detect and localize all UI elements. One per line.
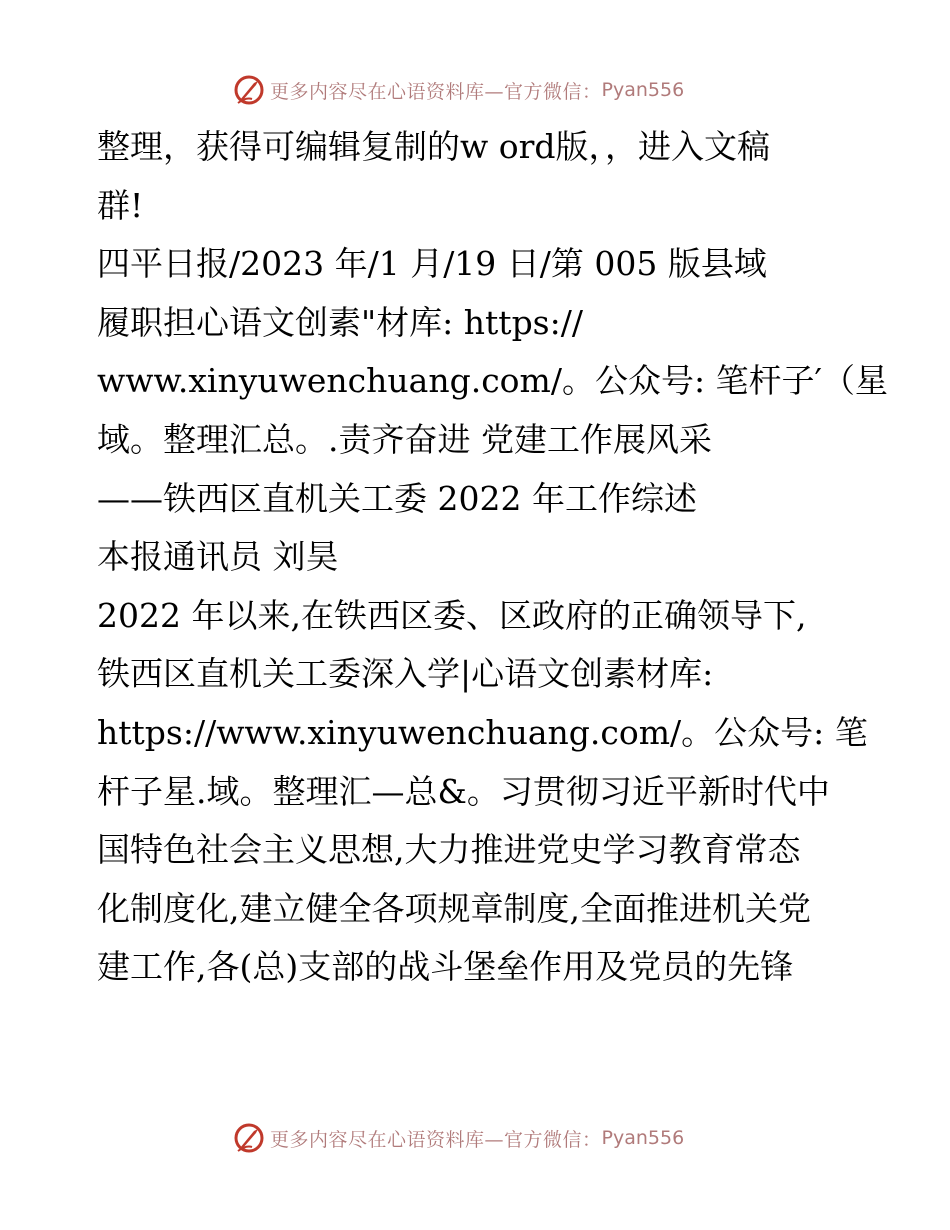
watermark-text: 更多内容尽在心语资料库—官方微信：: [270, 80, 602, 103]
text-line: 国特色社会主义思想,大力推进党史学习教育常态: [97, 830, 801, 870]
watermark-wechat-id: Pyan556: [601, 79, 685, 101]
text-line: www.xinyuwenchuang.com/。公众号: 笔杆子′（星: [97, 361, 889, 401]
article-body: [97, 118, 889, 997]
text-line: 群!: [97, 185, 144, 225]
watermark-text: 更多内容尽在心语资料库—官方微信：: [270, 1128, 602, 1151]
text-line: 建工作,各(总)支部的战斗堡垒作用及党员的先锋: [97, 947, 794, 987]
source-line: 四平日报/2023 年/1 月/19 日/第 005 版县域: [97, 244, 767, 284]
footer-watermark: [0, 1118, 950, 1158]
text-line: https://www.xinyuwenchuang.com/。公众号: 笔: [97, 712, 868, 752]
text-line: 整理，获得可编辑复制的w ord版，，进入文稿: [97, 127, 771, 166]
article-subtitle: ——铁西区直机关工委 2022 年工作综述: [97, 478, 697, 518]
quill-logo-icon: [232, 1121, 266, 1155]
text-line: 履职担心语文创素"材库: https://: [97, 302, 583, 342]
article-title: 域。整理汇总。.责齐奋进 党建工作展风采: [97, 419, 712, 459]
header-watermark: [0, 70, 950, 110]
text-line: 2022 年以来,在铁西区委、区政府的正确领导下,: [97, 595, 807, 635]
watermark-wechat-id: Pyan556: [601, 1127, 685, 1149]
text-line: 化制度化,建立健全各项规章制度,全面推进机关党: [97, 888, 811, 928]
byline: 本报通讯员 刘昊: [97, 537, 339, 577]
quill-logo-icon: [232, 73, 266, 107]
text-line: 铁西区直机关工委深入学|心语文创素材库:: [97, 654, 714, 694]
text-line: 杆子星.域。整理汇—总&。习贯彻习近平新时代中: [97, 771, 830, 811]
